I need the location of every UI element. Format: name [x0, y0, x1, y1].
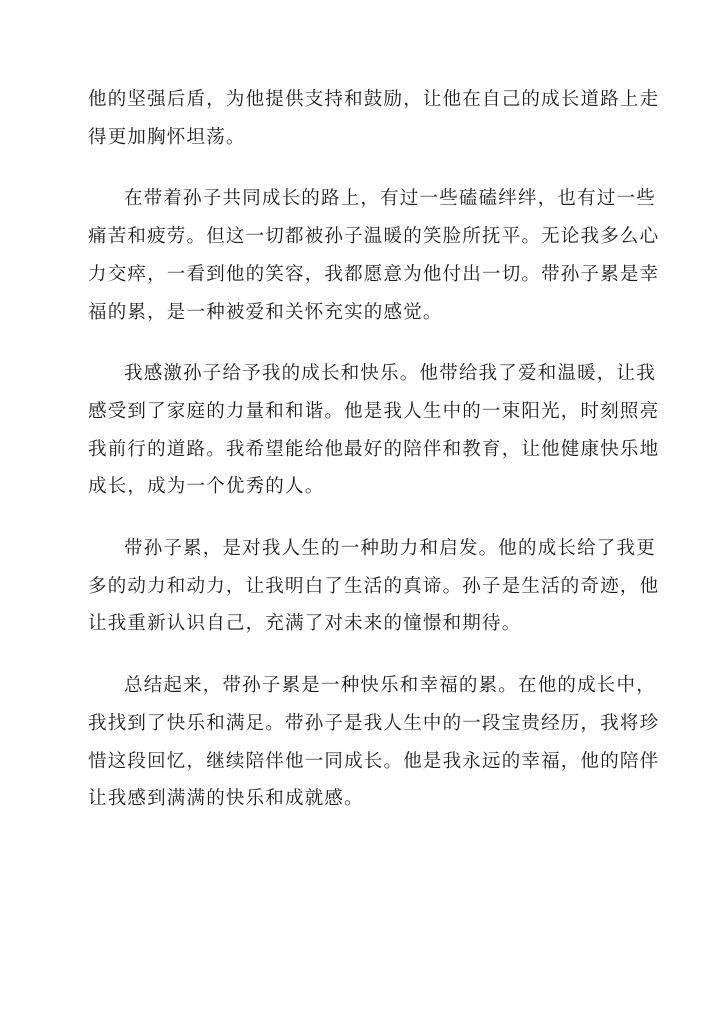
text-line: 福的累，是一种被爱和关怀充实的感觉。 [88, 301, 443, 323]
text-line: 带孙子累，是对我人生的一种助力和启发。他的成长给了我更 [124, 538, 656, 560]
text-line: 他的坚强后盾，为他提供支持和鼓励，让他在自己的成长道路上走 [88, 89, 660, 110]
paragraph-5 [88, 667, 660, 818]
document-body [88, 81, 660, 842]
text-line: 总结起来，带孙子累是一种快乐和幸福的累。在他的成长中， [124, 675, 656, 697]
paragraph-3 [88, 355, 660, 506]
text-line: 力交瘁，一看到他的笑容，我都愿意为他付出一切。带孙子累是幸 [88, 263, 660, 285]
text-line: 得更加胸怀坦荡。 [88, 126, 246, 148]
text-line: 多的动力和动力，让我明白了生活的真谛。孙子是生活的奇迹，他 [88, 575, 660, 597]
paragraph-1 [88, 81, 660, 156]
paragraph-2 [88, 180, 660, 331]
text-line: 感受到了家庭的力量和和谐。他是我人生中的一束阳光，时刻照亮 [88, 400, 660, 422]
text-line: 让我重新认识自己，充满了对未来的憧憬和期待。 [88, 613, 522, 635]
text-line: 成长，成为一个优秀的人。 [88, 476, 325, 498]
text-line: 让我感到满满的快乐和成就感。 [88, 788, 364, 810]
text-line: 在带着孙子共同成长的路上，有过一些磕磕绊绊，也有过一些 [124, 188, 656, 210]
text-line: 痛苦和疲劳。但这一切都被孙子温暖的笑脸所抚平。无论我多么心 [88, 226, 660, 248]
text-line: 我前行的道路。我希望能给他最好的陪伴和教育，让他健康快乐地 [88, 438, 660, 460]
text-line: 惜这段回忆，继续陪伴他一同成长。他是我永远的幸福，他的陪伴 [88, 750, 660, 772]
text-line: 我找到了快乐和满足。带孙子是我人生中的一段宝贵经历，我将珍 [88, 712, 660, 734]
paragraph-4 [88, 530, 660, 643]
text-line: 我感激孙子给予我的成长和快乐。他带给我了爱和温暖，让我 [124, 363, 656, 385]
